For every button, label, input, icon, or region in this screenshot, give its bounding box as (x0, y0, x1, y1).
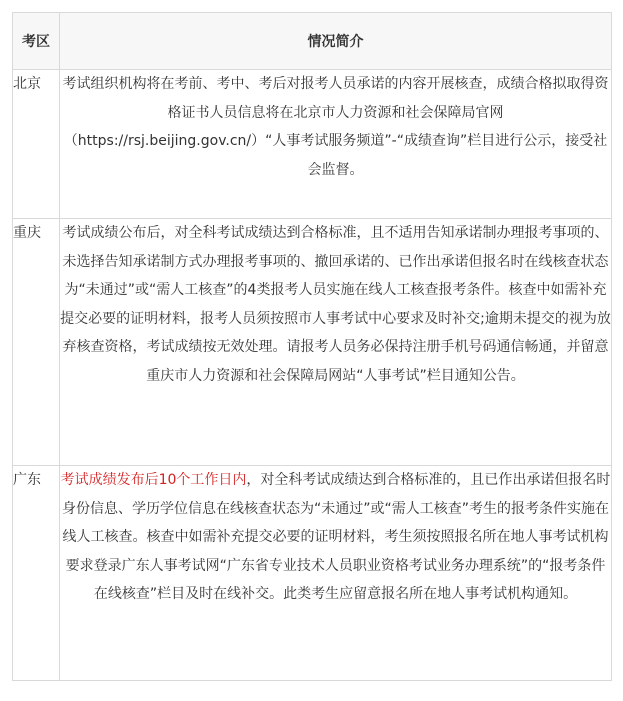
intro-cell: 考试成绩公布后，对全科考试成绩达到合格标准，且不适用告知承诺制办理报考事项的、未选择告知承诺制方式办理报考事项的、撤回承诺的、已作出承诺但报名时在线核查状态为“未通过”或“需人工核查”的4类报考人员实施在线人工核查报考条件。核查中如需补充提交必要的证明材料，报考人员须按照市人事考试中心要求及时补交;逾期未提交的视为放弃核查资格，考试成绩按无效处理。请报考人员务必保持注册手机号码通信畅通，并留意重庆市人力资源和社会保障局网站“人事考试”栏目通知公告。 (60, 219, 612, 466)
intro-text: ，对全科考试成绩达到合格标准的，且已作出承诺但报名时身份信息、学历学位信息在线核查状态为“未通过”或“需人工核查”考生的报考条件实施在线人工核查。核查中如需补充提交必要的证明材料，考生须按照报名所在地人事考试机构要求登录广东人事考试网“广东省专业技术人员职业资格考试业务办理系统”的“报考条件在线核查”栏目及时在线补交。此类考生应留意报名所在地人事考试机构通知。 (61, 472, 611, 603)
table-row-guangdong (13, 466, 612, 681)
table-row-chongqing (13, 219, 612, 466)
region-cell: 广东 (13, 466, 60, 681)
intro-cell: 考试组织机构将在考前、考中、考后对报考人员承诺的内容开展核查，成绩合格拟取得资格证书人员信息将在北京市人力资源和社会保障局官网（https://rsj.beijing.gov.cn/）“人事考试服务频道”-“成绩查询”栏目进行公示，接受社会监督。 (60, 70, 612, 219)
highlight-text: 考试成绩发布后10个工作日内 (60, 472, 247, 488)
table-header-row (13, 13, 612, 70)
region-cell: 重庆 (13, 219, 60, 466)
intro-cell (60, 466, 612, 681)
exam-region-table (12, 12, 612, 681)
table-row-beijing (13, 70, 612, 219)
region-cell: 北京 (13, 70, 60, 219)
header-region: 考区 (13, 13, 60, 70)
header-intro: 情况简介 (60, 13, 612, 70)
